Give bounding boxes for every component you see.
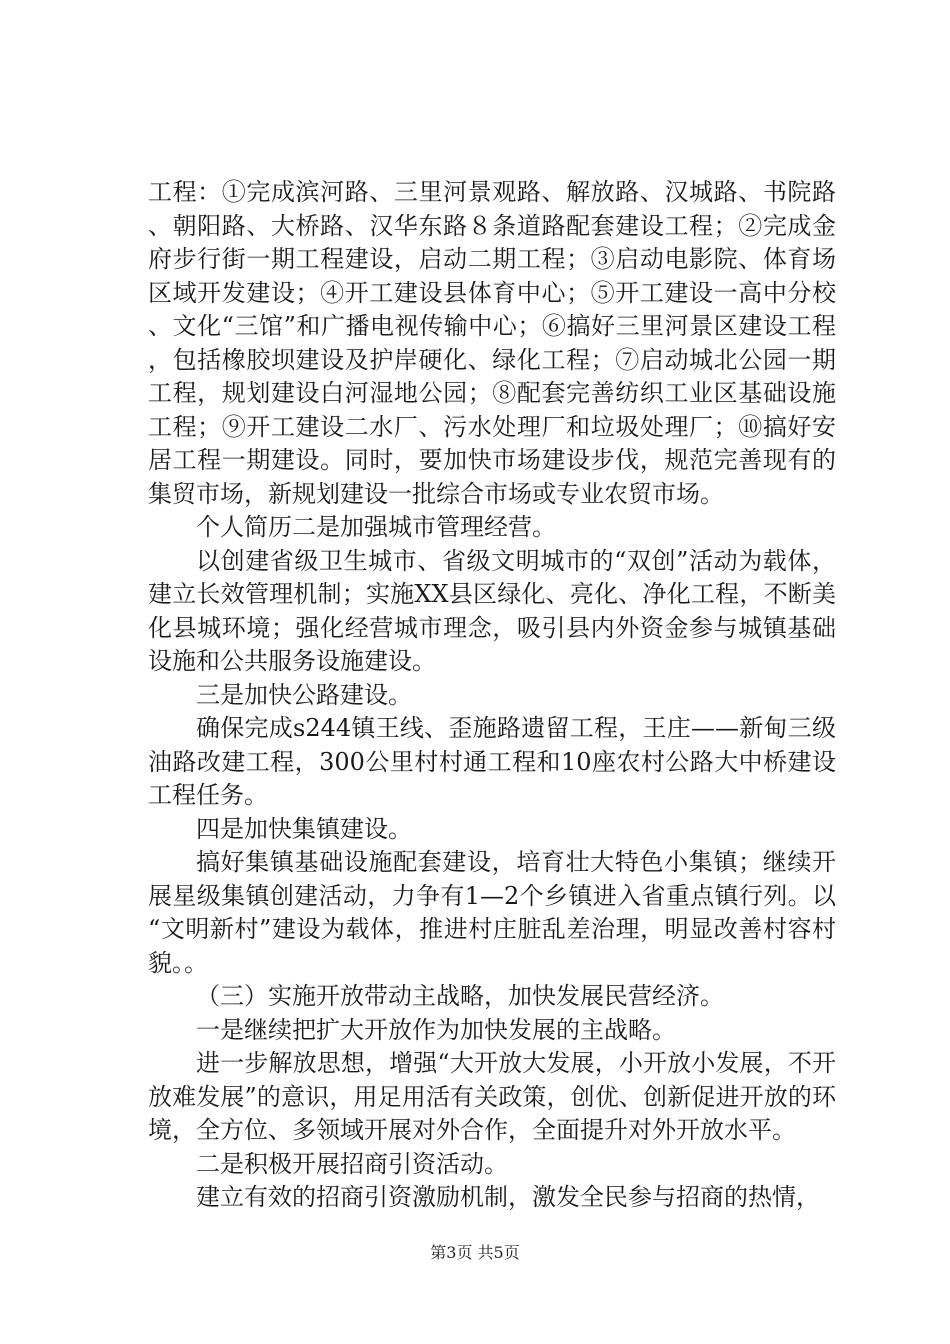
paragraph-5: 确保完成s244镇王线、歪施路遗留工程，王庄——新甸三级油路改建工程，300公里村村通工程和10座农村公路大中桥建设工程任务。: [148, 714, 836, 809]
paragraph-1: 工程：①完成滨河路、三里河景观路、解放路、汉城路、书院路、朝阳路、大桥路、汉华东路８条道路配套建设工程；②完成金府步行街一期工程建设，启动二期工程；③启动电影院、体育场区域开发建设；④开工建设县体育中心；⑤开工建设一高中分校、文化“三馆”和广播电视传输中心；⑥搞好三里河景区建设工程，包括橡胶坝建设及护岸硬化、绿化工程；⑦启动城北公园一期工程，规划建设白河湿地公园；⑧配套完善纺织工业区基础设施工程；⑨开工建设二水厂、污水处理厂和垃圾处理厂；⑩搞好安居工程一期建设。同时，要加快市场建设步伐，规范完善现有的集贸市场，新规划建设一批综合市场或专业农贸市场。: [148, 178, 836, 508]
document-body: [148, 176, 836, 1215]
paragraph-10: 进一步解放思想，增强“大开放大发展，小开放小发展，不开放难发展”的意识，用足用活有关政策，创优、创新促进开放的环境，全方位、多领域开展对外合作，全面提升对外开放水平。: [148, 1049, 836, 1144]
paragraph-8: （三）实施开放带动主战略，加快发展民营经济。: [196, 982, 724, 1010]
paragraph-4: 三是加快公路建设。: [196, 680, 412, 709]
paragraph-7: 搞好集镇基础设施配套建设，培育壮大特色小集镇；继续开展星级集镇创建活动，力争有1—2个乡镇进入省重点镇行列。以“文明新村”建设为载体，推进村庄脏乱差治理，明显改善村容村貌。。: [148, 848, 836, 977]
paragraph-6: 四是加快集镇建设。: [196, 814, 412, 843]
paragraph-9: 一是继续把扩大开放作为加快发展的主战略。: [196, 1015, 676, 1044]
paragraph-12: 建立有效的招商引资激励机制，激发全民参与招商的热情，: [196, 1183, 820, 1211]
page-footer: 第3页 共5页: [430, 1243, 520, 1262]
paragraph-3: 以创建省级卫生城市、省级文明城市的“双创”活动为载体，建立长效管理机制；实施XX县区绿化、亮化、净化工程，不断美化县城环境；强化经营城市理念，吸引县内外资金参与城镇基础设施和公共服务设施建设。: [148, 546, 836, 675]
paragraph-2: 个人简历二是加强城市管理经营。: [196, 513, 556, 541]
paragraph-11: 二是积极开展招商引资活动。: [196, 1149, 508, 1178]
